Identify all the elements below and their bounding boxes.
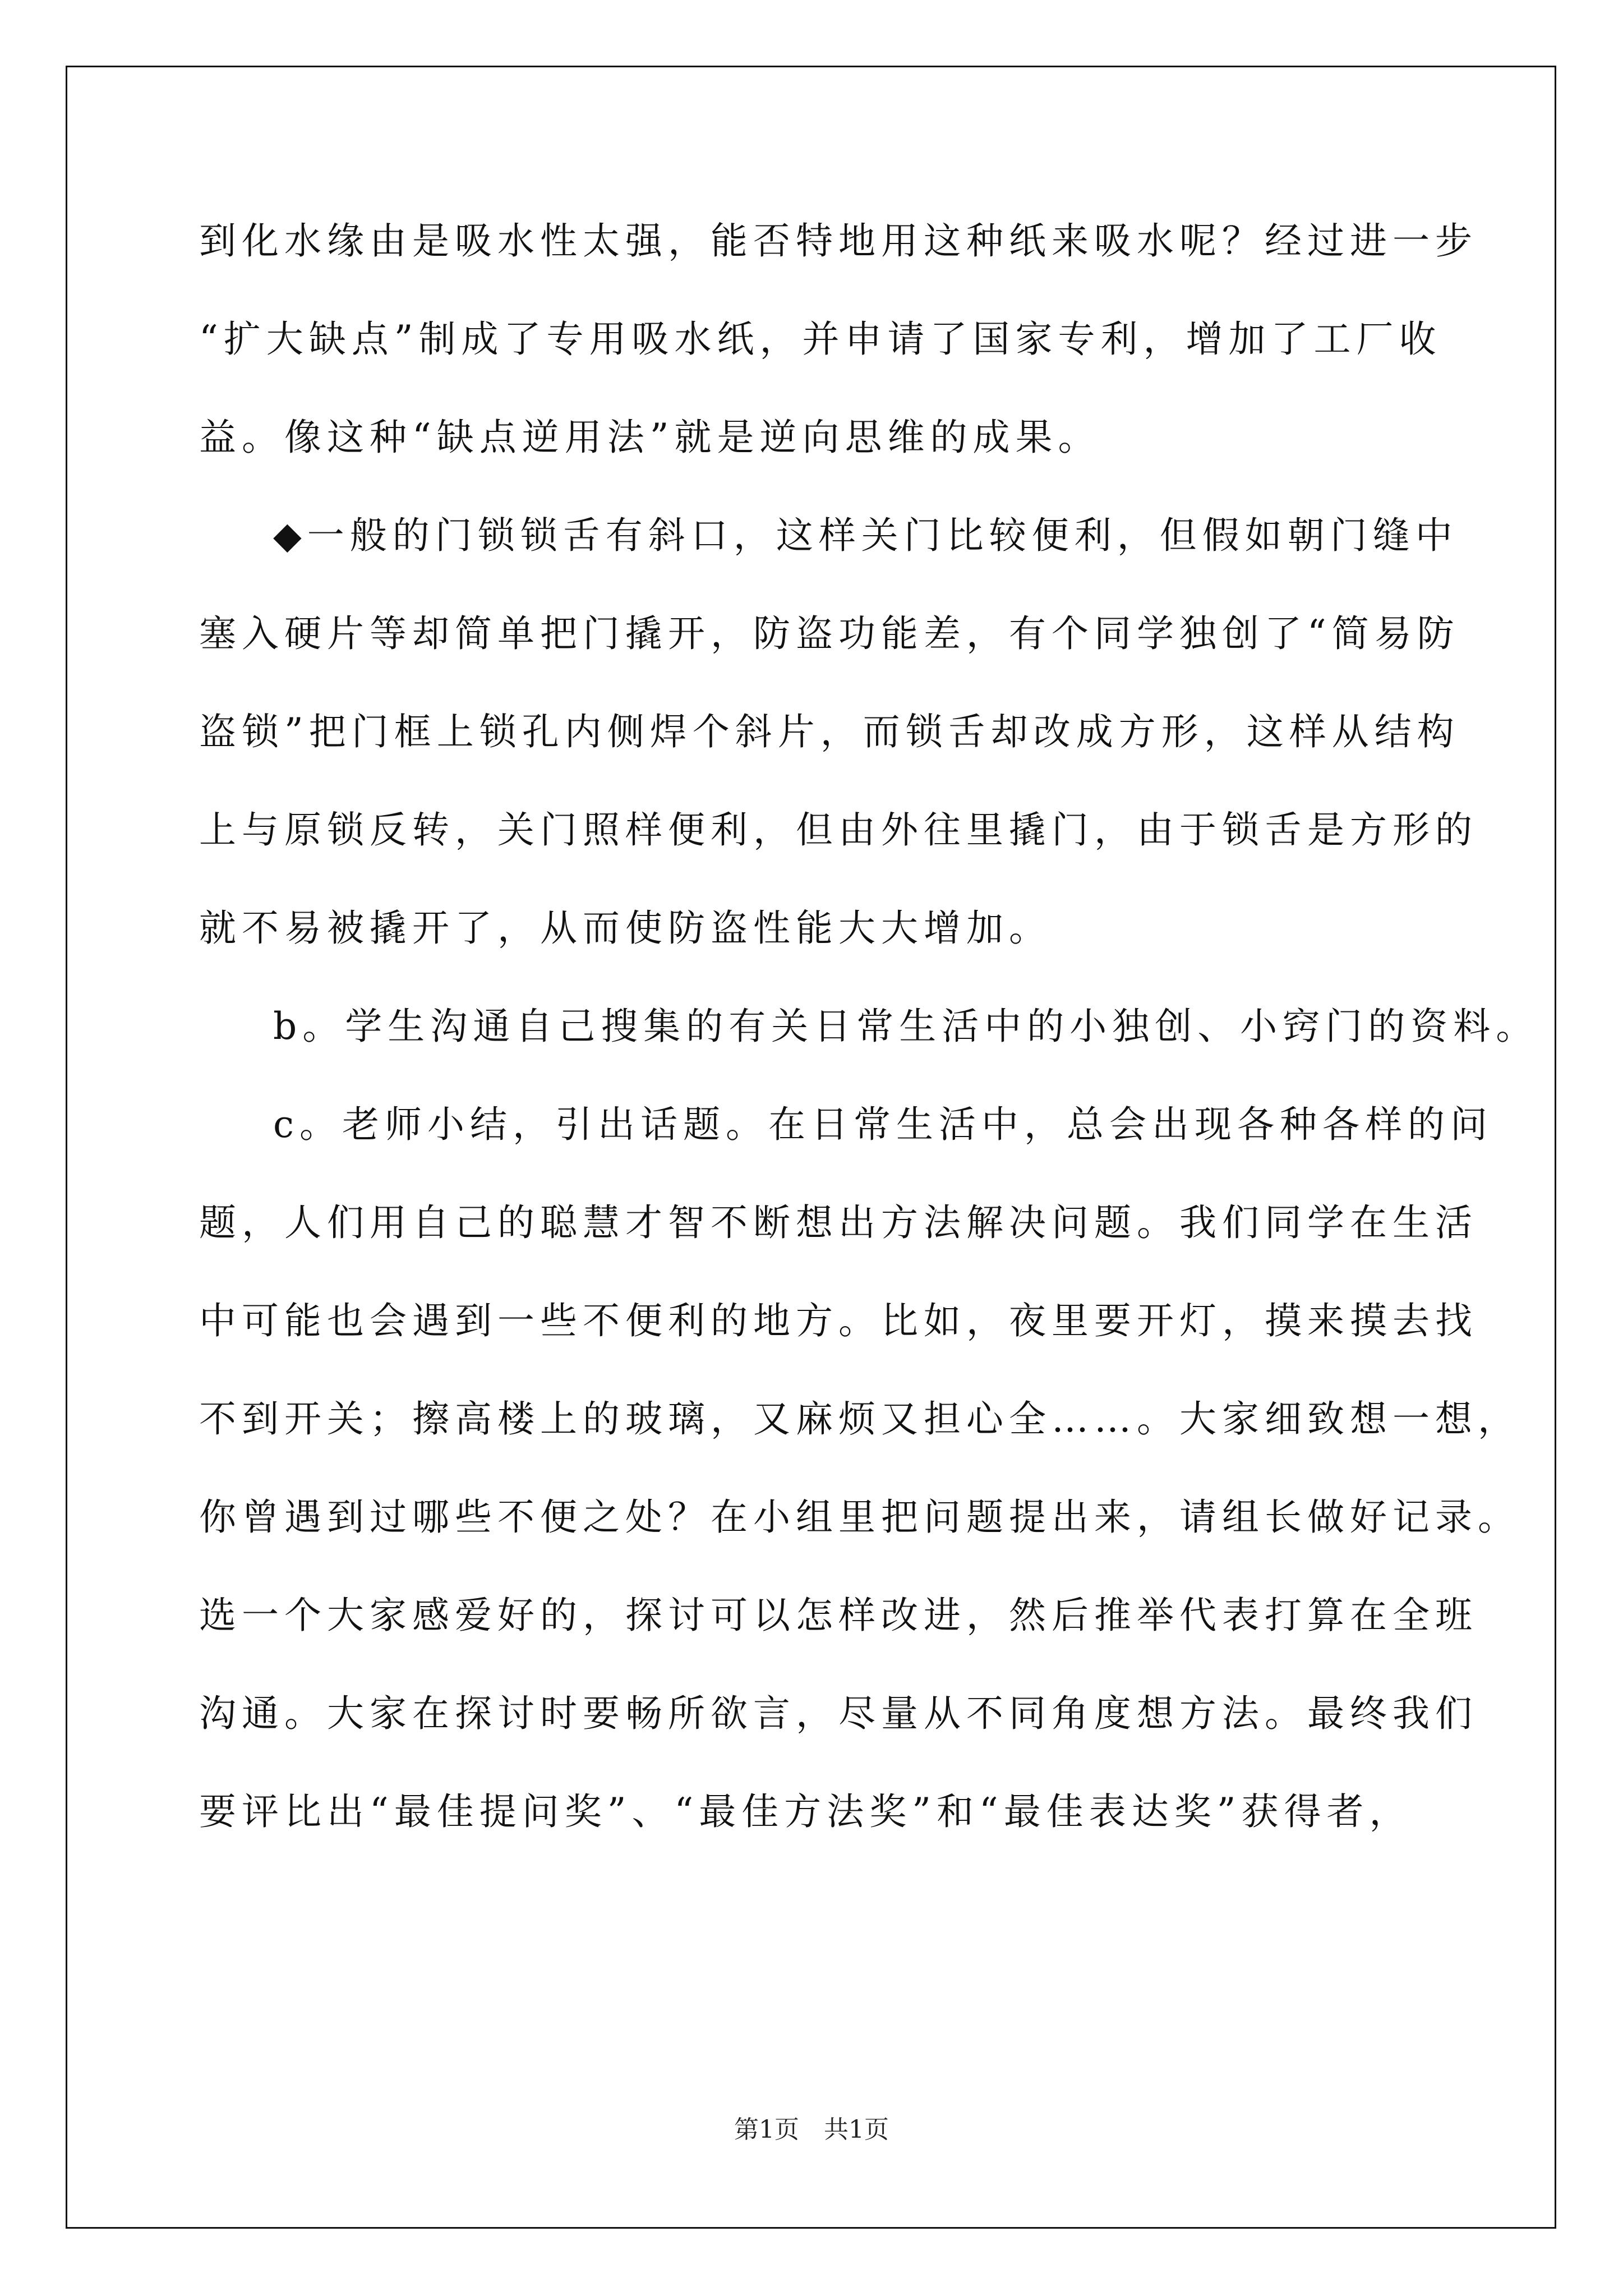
paragraph-first-line: b。学生沟通自己搜集的有关日常生活中的小独创、小窍门的资料。 — [273, 1005, 1539, 1048]
text-line: 到化水缘由是吸水性太强，能否特地用这种纸来吸水呢？经过进一步 — [199, 219, 1478, 263]
text-line: 中可能也会遇到一些不便利的地方。比如，夜里要开灯，摸来摸去找 — [199, 1299, 1478, 1342]
text-line: 沟通。大家在探讨时要畅所欲言，尽量从不同角度想方法。最终我们 — [199, 1692, 1478, 1735]
text-line: 要评比出“最佳提问奖”、“最佳方法奖”和“最佳表达奖”获得者， — [199, 1790, 1412, 1833]
text-line: 题，人们用自己的聪慧才智不断想出方法解决问题。我们同学在生活 — [199, 1201, 1478, 1244]
text-line: 就不易被撬开了，从而使防盗性能大大增加。 — [199, 907, 1052, 950]
text-line: 你曾遇到过哪些不便之处？在小组里把问题提出来，请组长做好记录。 — [199, 1496, 1520, 1539]
page-number-footer: 第1页 共1页 — [734, 2115, 889, 2144]
text-line: 上与原锁反转，关门照样便利，但由外往里撬门，由于锁舌是方形的 — [199, 808, 1478, 852]
text-line: “扩大缺点”制成了专用吸水纸，并申请了国家专利，增加了工厂收 — [199, 318, 1442, 361]
text-line: 选一个大家感爱好的，探讨可以怎样改进，然后推举代表打算在全班 — [199, 1594, 1478, 1637]
paragraph-first-line: ◆一般的门锁锁舌有斜口，这样关门比较便利，但假如朝门缝中 — [273, 514, 1458, 557]
text-line: 益。像这种“缺点逆用法”就是逆向思维的成果。 — [199, 416, 1101, 459]
text-line: 塞入硬片等却简单把门撬开，防盗功能差，有个同学独创了“简易防 — [199, 612, 1460, 655]
text-line: 不到开关；擦高楼上的玻璃，又麻烦又担心全……。大家细致想一想， — [199, 1397, 1520, 1441]
text-line: 盗锁”把门框上锁孔内侧焊个斜片，而锁舌却改成方形，这样从结构 — [199, 710, 1460, 753]
paragraph-first-line: c。老师小结，引出话题。在日常生活中，总会出现各种各样的问 — [273, 1103, 1493, 1146]
